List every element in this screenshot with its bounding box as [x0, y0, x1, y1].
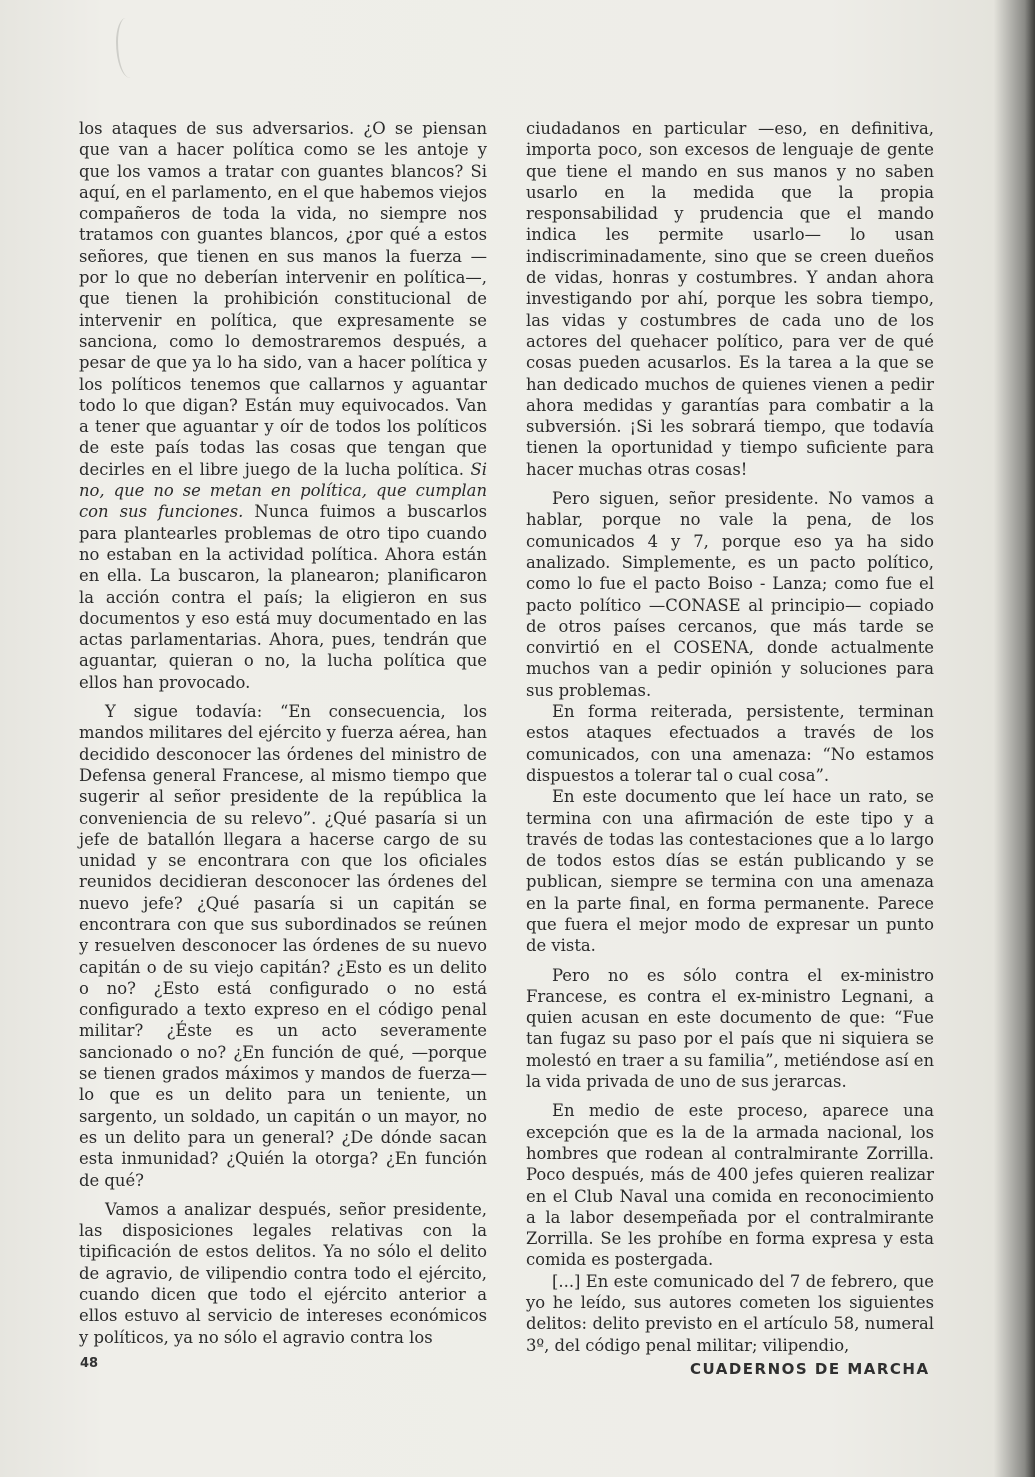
scan-artifact [116, 18, 140, 78]
paragraph: En medio de este proceso, aparece una excepción que es la de la armada nacional, los hombres que rodean al contralmirante Zorrilla. Poco después, más de 400 jefes quieren realizar en el Club Naval una comida en reconocimiento a la labor desempeñada por el contralmirante Zorrilla. Se les prohíbe en forma expresa y esta comida es postergada. [526, 1101, 934, 1270]
paragraph: Pero no es sólo contra el ex-ministro Francese, es contra el ex-ministro Legnani, a quien acusan en este documento de que: “Fue tan fugaz su paso por el país que ni siquiera se molestó en traer a su familia”, metiéndose así en la vida privada de uno de sus jerarcas. [526, 965, 934, 1092]
paragraph: Vamos a analizar después, señor presidente, las disposiciones legales relativas con la tipificación de estos delitos. Ya no sólo el delito de agravio, de vilipendio contra todo el ejército, cuando dicen que todo el ejército anterior a ellos estuvo al servicio de intereses económicos y políticos, ya no sólo el agravio contra los [79, 1199, 487, 1347]
publication-name: CUADERNOS DE MARCHA [690, 1360, 930, 1378]
paragraph: [...] En este comunicado del 7 de febrero, que yo he leído, sus autores cometen los siguientes delitos: delito previsto en el artículo 58, numeral 3º, del código penal militar; vilipendio, [526, 1271, 934, 1355]
paragraph-text: Nunca fuimos a buscarlos para plantearles problemas de otro tipo cuando no estaban en la actividad política. Ahora están en ella. La buscaron, la planearon; planificaron la acción contra el país; la eligieron en sus documentos y eso está muy documentado en las actas parlamentarias. Ahora, pues, tendrán que aguantar, quieran o no, la lucha política que ellos han provocado. [79, 502, 488, 692]
paragraph: Y sigue todavía: “En consecuencia, los mandos militares del ejército y fuerza aérea, han decidido desconocer las órdenes del ministro de Defensa general Francese, al mismo tiempo que sugerir al señor presidente de la república la conveniencia de su relevo”. ¿Qué pasaría si un jefe de batallón llegara a hacerse cargo de su unidad y se encontrara con que los oficiales reunidos decidieran desconocer las órdenes del nuevo jefe? ¿Qué pasaría si un capitán se encontrara con que sus subordinados se reúnen y resuelven desconocer las órdenes de su nuevo capitán o de su viejo capitán? ¿Esto es un delito o no? ¿Esto está configurado o no está configurado a texto expreso en el código penal militar? ¿Éste es un acto severamente sancionado o no? ¿En función de qué, —porque se tienen grados máximos y mandos de fuerza— lo que es un delito para un teniente, un sargento, un soldado, un capitán o un mayor, no es un delito para un general? ¿De dónde sacan esta inmunidad? ¿Quién la otorga? ¿En función de qué? [79, 702, 488, 1190]
page-number: 48 [80, 1356, 99, 1371]
emphasis-text: Si no, que no se metan en política, que cumplan con sus funciones. [79, 459, 487, 522]
paragraph: En este documento que leí hace un rato, se termina con una afirmación de este tipo y a través de todas las contestaciones que a lo largo de todos estos días se están publicando y se publican, siempre se termina con una amenaza en la parte final, en forma permanente. Parece que fuera el mejor modo de expresar un punto de vista. [526, 787, 934, 956]
paragraph: ciudadanos en particular —eso, en definitiva, importa poco, son excesos de lenguaje de gente que tiene el mando en sus manos y no saben usarlo en la medida que la propia responsabilidad y prudencia que el mando indica les permite usarlo— lo usan indiscriminadamente, sino que se creen dueños de vidas, honras y costumbres. Y andan ahora investigando por ahí, porque les sobra tiempo, las vidas y costumbres de cada uno de los actores del quehacer político, para ver de qué cosas pueden acusarlos. Es la tarea a la que se han dedicado muchos de quienes vienen a pedir ahora medidas y garantías para combatir a la subversión. ¡Si les sobrará tiempo, que todavía tienen la oportunidad y tiempo suficiente para hacer muchas otras cosas! [526, 119, 934, 479]
paragraph: Pero siguen, señor presidente. No vamos a hablar, porque no vale la pena, de los comunicados 4 y 7, porque eso ya ha sido analizado. Simplemente, es un pacto político, como lo fue el pacto Boiso - Lanza; como fue el pacto político —CONASE al principio— copiado de otros países cercanos, que más tarde se convirtió en el COSENA, donde actualmente muchos van a pedir opinión y soluciones para sus problemas. [526, 489, 934, 700]
paragraph-text: los ataques de sus adversarios. ¿O se piensan que van a hacer política como se les antoje y que los vamos a tratar con guantes blancos? Si aquí, en el parlamento, en el que habemos viejos compañeros de toda la vida, no siempre nos tratamos con guantes blancos, ¿por qué a estos señores, que tienen en sus manos la fuerza —por lo que no deberían intervenir en política—, que tienen la prohibición constitucional de intervenir en política, que expresamente se sanciona, como lo demostraremos después, a pesar de que ya lo ha sido, van a hacer política y los políticos tenemos que callarnos y aguantar todo lo que digan? Están muy equivocados. Van a tener que aguantar y oír de todos los políticos de este país todas las cosas que tengan que decirles en el libre juego de la lucha política. [79, 119, 487, 479]
text-column-left [79, 118, 487, 1348]
paragraph: En forma reiterada, persistente, terminan estos ataques efectuados a través de los comunicados, con una amenaza: “No estamos dispuestos a tolerar tal o cual cosa”. [526, 702, 934, 785]
text-column-right [526, 118, 934, 1356]
paragraph [79, 118, 487, 693]
